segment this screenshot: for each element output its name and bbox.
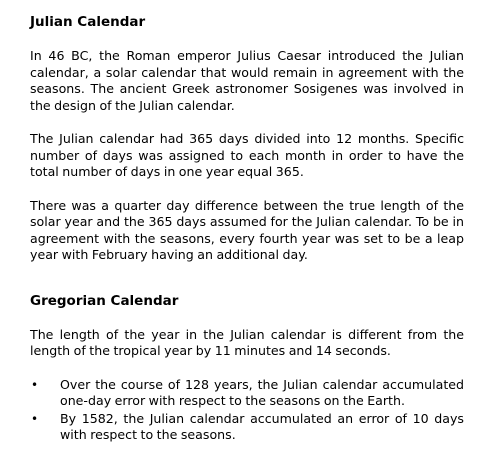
- gregorian-paragraph-1: The length of the year in the Julian calendar is different from the length of the tropical year by 11 minutes and 14 seconds.: [30, 326, 464, 358]
- julian-paragraph-2: The Julian calendar had 365 days divided into 12 months. Specific number of days was assigned to each month in order to have the total number of days in one year equal 365.: [30, 131, 464, 179]
- gregorian-bullet-list: [30, 377, 464, 444]
- bullet-icon: •: [31, 377, 39, 392]
- list-item-text: By 1582, the Julian calendar accumulated an error of 10 days with respect to the seasons.: [60, 410, 464, 442]
- gregorian-heading: Gregorian Calendar: [30, 292, 179, 309]
- list-item-text: Over the course of 128 years, the Julian calendar accumulated one-day error with respect to the seasons on the Earth.: [60, 376, 464, 408]
- list-item: [30, 411, 464, 444]
- julian-heading: Julian Calendar: [30, 14, 146, 30]
- julian-paragraph-1: In 46 BC, the Roman emperor Julius Caesar introduced the Julian calendar, a solar calendar that would remain in agreement with the seasons. The ancient Greek astronomer Sosigenes was involved in the design of the Julian calendar.: [30, 48, 464, 113]
- bullet-icon: •: [31, 411, 39, 426]
- document-page: [30, 8, 464, 445]
- list-item: [30, 377, 464, 410]
- julian-paragraph-3: There was a quarter day difference between the true length of the solar year and the 365 days assumed for the Julian calendar. To be in agreement with the seasons, every fourth year was set to be a leap year with February having an additional day.: [30, 197, 464, 262]
